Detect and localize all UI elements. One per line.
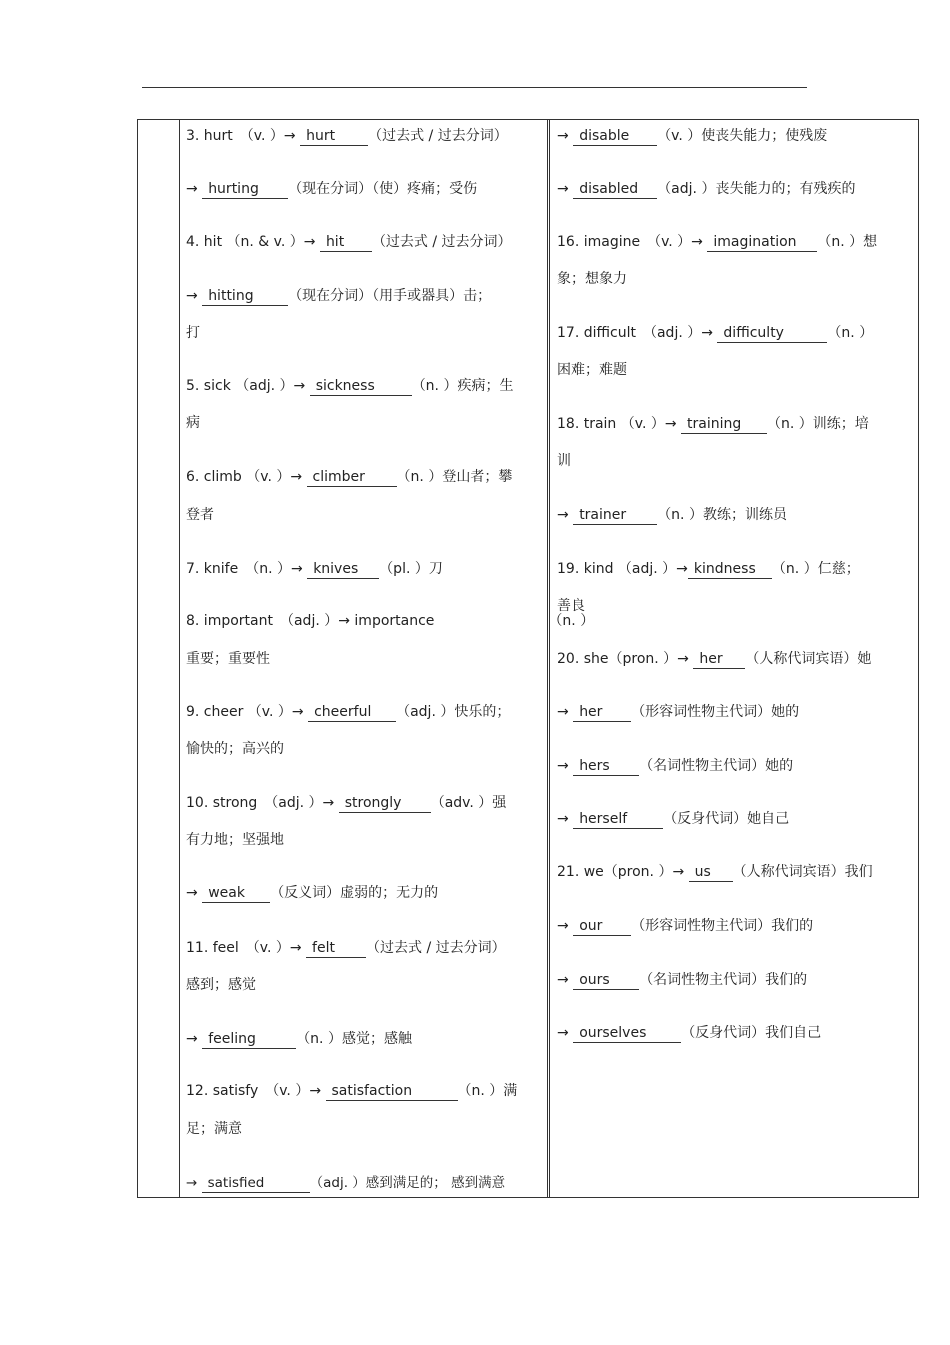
answer-blank: difficulty [717, 324, 827, 343]
entry-disable: → disable （v. ）使丧失能力；使残废 [557, 128, 828, 144]
column-divider [549, 120, 550, 1197]
entry-kindness: 19. kind （adj. ）→ kindness （n. ）仁慈； [557, 561, 860, 577]
answer-blank: training [681, 415, 767, 434]
entry-continuation: 愉快的；高兴的 [186, 741, 284, 757]
entry-continuation: 打 [186, 325, 200, 341]
entry-ours: → ours （名词性物主代词）我们的 [557, 972, 808, 988]
entry-weak: → weak （反义词）虚弱的；无力的 [186, 885, 439, 901]
entry-sickness: 5. sick （adj. ）→ sickness （n. ）疾病；生 [186, 378, 514, 394]
entry-felt: 11. feel （v. ）→ felt （过去式 / 过去分词） [186, 940, 506, 956]
entry-herself: → herself （反身代词）她自己 [557, 811, 790, 827]
answer-blank: us [689, 863, 733, 882]
answer-blank: strongly [339, 794, 431, 813]
entry-knives: 7. knife （n. ）→ knives （pl. ）刀 [186, 561, 443, 577]
header-rule [142, 87, 807, 88]
answer-blank: herself [573, 810, 663, 829]
entry-her-object: 20. she（pron. ）→ her （人称代词宾语）她 [557, 651, 872, 667]
entry-hit: 4. hit （n. & v. ）→ hit （过去式 / 过去分词） [186, 234, 512, 250]
answer-blank: knives [307, 560, 379, 579]
entry-continuation: 登者 [186, 507, 214, 523]
entry-us: 21. we（pron. ）→ us （人称代词宾语）我们 [557, 864, 873, 880]
entry-importance: 8. important （adj. ）→ importance （n. ） [186, 613, 595, 629]
answer-blank: climber [307, 468, 397, 487]
entry-hurting: → hurting （现在分词）（使）疼痛；受伤 [186, 181, 478, 197]
entry-hitting: → hitting （现在分词）（用手或器具）击； [186, 288, 492, 304]
entry-continuation: 善良 [557, 598, 585, 614]
answer-blank: satisfied [202, 1174, 310, 1193]
entry-ourselves: → ourselves （反身代词）我们自己 [557, 1025, 822, 1041]
answer-blank: disabled [573, 180, 657, 199]
entry-continuation: 足；满意 [186, 1121, 242, 1137]
entry-hurt: 3. hurt （v. ）→ hurt （过去式 / 过去分词） [186, 128, 508, 144]
answer-blank: our [573, 917, 631, 936]
answer-blank: weak [202, 884, 270, 903]
answer-blank: sickness [310, 377, 412, 396]
entry-feeling: → feeling （n. ）感觉；感触 [186, 1031, 412, 1047]
answer-blank: disable [573, 127, 657, 146]
answer-blank: ourselves [573, 1024, 681, 1043]
entry-continuation: 感到；感觉 [186, 977, 256, 993]
entry-continuation: 训 [557, 453, 571, 469]
answer-blank: hers [573, 757, 639, 776]
answer-blank: trainer [573, 506, 657, 525]
entry-climber: 6. climb （v. ）→ climber （n. ）登山者；攀 [186, 469, 513, 485]
answer-blank: her [693, 650, 745, 669]
entry-continuation: 病 [186, 415, 200, 431]
answer-blank: hit [320, 233, 372, 252]
entry-continuation: 困难；难题 [557, 362, 627, 378]
entry-continuation: 有力地；坚强地 [186, 832, 284, 848]
answer-blank: felt [306, 939, 366, 958]
entry-hers: → hers （名词性物主代词）她的 [557, 758, 794, 774]
entry-strongly: 10. strong （adj. ）→ strongly （adv. ）强 [186, 795, 507, 811]
entry-continuation: 象；想象力 [557, 271, 627, 287]
entry-difficulty: 17. difficult （adj. ）→ difficulty （n. ） [557, 325, 874, 341]
entry-training: 18. train （v. ）→ training （n. ）训练；培 [557, 416, 869, 432]
column-divider [547, 120, 548, 1197]
entry-satisfaction: 12. satisfy （v. ）→ satisfaction （n. ）满 [186, 1083, 518, 1099]
answer-blank: hitting [202, 287, 288, 306]
entry-trainer: → trainer （n. ）教练；训练员 [557, 507, 787, 523]
answer-blank: imagination [707, 233, 817, 252]
entry-satisfied: → satisfied （adj. ）感到满足的； 感到满意 [186, 1175, 506, 1191]
answer-blank: kindness [688, 560, 772, 579]
entry-disabled: → disabled （adj. ）丧失能力的；有残疾的 [557, 181, 856, 197]
entry-continuation: 重要；重要性 [186, 651, 270, 667]
answer-blank: hurting [202, 180, 288, 199]
entry-her-adj: → her （形容词性物主代词）她的 [557, 704, 800, 720]
answer-blank: hurt [300, 127, 368, 146]
answer-blank: satisfaction [326, 1082, 458, 1101]
entry-imagination: 16. imagine （v. ）→ imagination （n. ）想 [557, 234, 878, 250]
column-divider [179, 120, 180, 1197]
answer-blank: cheerful [308, 703, 396, 722]
entry-cheerful: 9. cheer （v. ）→ cheerful （adj. ）快乐的； [186, 704, 511, 720]
entry-our: → our （形容词性物主代词）我们的 [557, 918, 814, 934]
answer-blank: ours [573, 971, 639, 990]
answer-blank: feeling [202, 1030, 296, 1049]
answer-blank: her [573, 703, 631, 722]
